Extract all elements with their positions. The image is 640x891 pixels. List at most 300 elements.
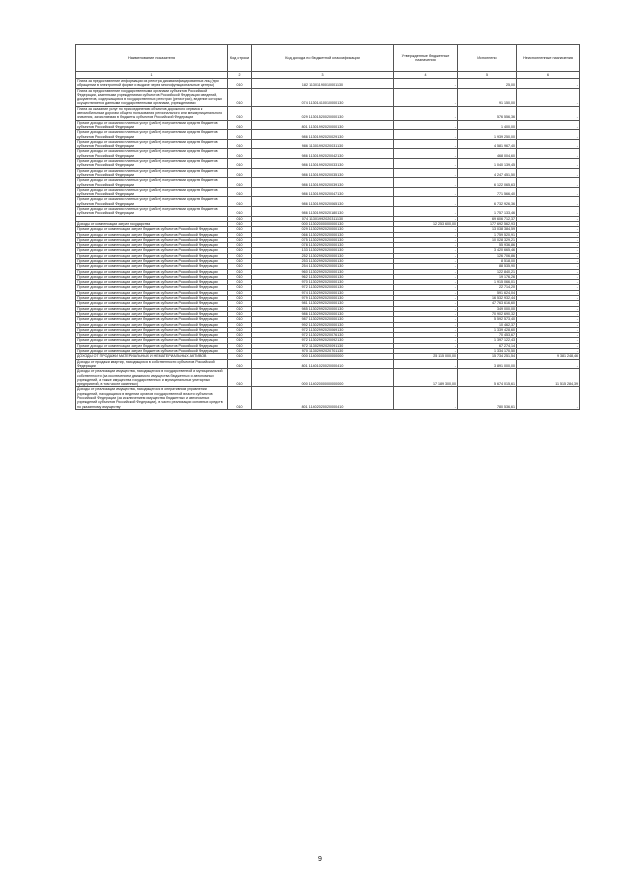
cell-executed: 19 176,26: [458, 274, 517, 279]
cell-approved: -: [394, 317, 458, 322]
cell-approved: -: [394, 232, 458, 237]
cell-executed: 22 714,20: [458, 285, 517, 290]
header-approved: Утвержденные бюджетные назначения: [394, 45, 458, 72]
cell-unexecuted: -: [517, 88, 580, 106]
cell-budget-code: 962 11302992020000130: [252, 274, 394, 279]
cell-unexecuted: -: [517, 274, 580, 279]
cell-approved: -: [394, 120, 458, 130]
cell-row-code: 010: [228, 79, 252, 89]
cell-budget-code: 182 11301190010001130: [252, 79, 394, 89]
cell-row-code: 010: [228, 285, 252, 290]
cell-approved: 25 115 000,00: [394, 354, 458, 359]
table-row: [76, 88, 580, 106]
cell-approved: -: [394, 306, 458, 311]
cell-row-code: 010: [228, 258, 252, 263]
cell-row-code: 010: [228, 232, 252, 237]
cell-executed: 122 840,21: [458, 269, 517, 274]
cell-indicator-name: Прочие доходы от компенсации затрат бюджетов субъектов Российской Федерации: [76, 285, 228, 290]
cell-unexecuted: -: [517, 285, 580, 290]
cell-unexecuted: -: [517, 248, 580, 253]
table-row: [76, 258, 580, 263]
column-number: 5: [458, 72, 517, 79]
cell-executed: 771 566,40: [458, 187, 517, 197]
cell-indicator-name: Прочие доходы от компенсации затрат бюджетов субъектов Российской Федерации: [76, 248, 228, 253]
cell-executed: 8 518,00: [458, 258, 517, 263]
cell-approved: -: [394, 237, 458, 242]
cell-unexecuted: -: [517, 178, 580, 188]
cell-row-code: 010: [228, 317, 252, 322]
cell-budget-code: 974 11302992020000130: [252, 290, 394, 295]
cell-approved: -: [394, 227, 458, 232]
header-budget-code: Код дохода по бюджетной классификации: [252, 45, 394, 72]
cell-executed: 47 763 616,60: [458, 301, 517, 306]
cell-approved: -: [394, 349, 458, 354]
cell-executed: 591 624,04: [458, 290, 517, 295]
cell-indicator-name: Прочие доходы от компенсации затрат бюджетов субъектов Российской Федерации: [76, 296, 228, 301]
cell-row-code: 010: [228, 139, 252, 149]
table-row: [76, 280, 580, 285]
cell-executed: 6 732 926,36: [458, 197, 517, 207]
cell-row-code: 010: [228, 338, 252, 343]
cell-unexecuted: -: [517, 139, 580, 149]
table-row: [76, 317, 580, 322]
cell-indicator-name: Прочие доходы от компенсации затрат бюджетов субъектов Российской Федерации: [76, 306, 228, 311]
cell-row-code: 010: [228, 187, 252, 197]
cell-row-code: 010: [228, 269, 252, 274]
cell-approved: -: [394, 248, 458, 253]
cell-executed: 576 556,36: [458, 106, 517, 120]
column-number: 6: [517, 72, 580, 79]
cell-row-code: 010: [228, 178, 252, 188]
cell-indicator-name: Прочие доходы от оказания платных услуг (работ) получателями средств бюджетов субъектов Российской Федерации: [76, 120, 228, 130]
table-row: [76, 79, 580, 89]
cell-row-code: 010: [228, 253, 252, 258]
cell-indicator-name: Прочие доходы от компенсации затрат бюджетов субъектов Российской Федерации: [76, 264, 228, 269]
revenue-table: [75, 44, 580, 410]
cell-budget-code: 985 11302992020000130: [252, 306, 394, 311]
cell-approved: -: [394, 290, 458, 295]
table-row: [76, 130, 580, 140]
table-row: [76, 387, 580, 409]
cell-indicator-name: Прочие доходы от оказания платных услуг (работ) получателями средств бюджетов субъектов Российской Федерации: [76, 187, 228, 197]
cell-row-code: 010: [228, 359, 252, 369]
table-row: [76, 301, 580, 306]
cell-row-code: 010: [228, 264, 252, 269]
cell-executed: 1 757 133,46: [458, 207, 517, 217]
cell-executed: 3 891 000,00: [458, 359, 517, 369]
cell-budget-code: 253 11302992020000130: [252, 258, 394, 263]
cell-indicator-name: Прочие доходы от компенсации затрат бюджетов субъектов Российской Федерации: [76, 322, 228, 327]
table-row: [76, 296, 580, 301]
cell-approved: -: [394, 79, 458, 89]
table-row: [76, 274, 580, 279]
cell-budget-code: 972 11302992020091130: [252, 343, 394, 348]
cell-executed: 1 400,00: [458, 120, 517, 130]
cell-indicator-name: Прочие доходы от компенсации затрат бюджетов субъектов Российской Федерации: [76, 349, 228, 354]
cell-indicator-name: Прочие доходы от компенсации затрат бюджетов субъектов Российской Федерации: [76, 274, 228, 279]
cell-unexecuted: -: [517, 197, 580, 207]
cell-row-code: 010: [228, 159, 252, 169]
table-row: [76, 237, 580, 242]
cell-executed: 1 759 520,91: [458, 232, 517, 237]
cell-indicator-name: Прочие доходы от оказания платных услуг (работ) получателями средств бюджетов субъектов Российской Федерации: [76, 168, 228, 178]
cell-executed: 10 462,37: [458, 322, 517, 327]
table-row: [76, 311, 580, 316]
cell-approved: -: [394, 207, 458, 217]
column-number: 4: [394, 72, 458, 79]
cell-indicator-name: Прочие доходы от компенсации затрат бюджетов субъектов Российской Федерации: [76, 227, 228, 232]
cell-row-code: 010: [228, 227, 252, 232]
cell-budget-code: 979 11302992020000130: [252, 296, 394, 301]
cell-row-code: 010: [228, 290, 252, 295]
cell-indicator-name: Прочие доходы от компенсации затрат бюджетов субъектов Российской Федерации: [76, 343, 228, 348]
header-unexecuted: Неисполненные назначения: [517, 45, 580, 72]
cell-unexecuted: -: [517, 232, 580, 237]
cell-unexecuted: -: [517, 387, 580, 409]
cell-executed: 16 532 932,44: [458, 296, 517, 301]
cell-indicator-name: Доходы от реализации имущества, находящегося в оперативном управлении учреждений, находящихся в ведении органов государственной власти субъектов Российской Федерации (за исключением имущества бюджетных и автономных учреждений субъектов Российской Федерации), в части реализации основных средств по указанному имуществу: [76, 387, 228, 409]
cell-indicator-name: Прочие доходы от компенсации затрат бюджетов субъектов Российской Федерации: [76, 317, 228, 322]
cell-unexecuted: -: [517, 301, 580, 306]
table-row: [76, 322, 580, 327]
cell-approved: -: [394, 343, 458, 348]
header-name: Наименование показателя: [76, 45, 228, 72]
table-row: [76, 333, 580, 338]
cell-approved: -: [394, 187, 458, 197]
cell-indicator-name: Прочие доходы от компенсации затрат бюджетов субъектов Российской Федерации: [76, 280, 228, 285]
cell-indicator-name: Доходы от продажи квартир, находящихся в собственности субъектов Российской Федерации: [76, 359, 228, 369]
cell-row-code: 010: [228, 301, 252, 306]
cell-approved: -: [394, 274, 458, 279]
cell-approved: -: [394, 301, 458, 306]
cell-approved: -: [394, 130, 458, 140]
cell-row-code: 010: [228, 280, 252, 285]
cell-row-code: 010: [228, 237, 252, 242]
table-row: [76, 264, 580, 269]
cell-budget-code: 986 11301992020033130: [252, 159, 394, 169]
cell-executed: 55 936,86: [458, 243, 517, 248]
cell-approved: -: [394, 296, 458, 301]
cell-unexecuted: -: [517, 243, 580, 248]
cell-unexecuted: -: [517, 207, 580, 217]
table-row: [76, 139, 580, 149]
cell-budget-code: 981 11302992020000130: [252, 301, 394, 306]
cell-indicator-name: Прочие доходы от оказания платных услуг (работ) получателями средств бюджетов субъектов Российской Федерации: [76, 159, 228, 169]
table-row: [76, 369, 580, 387]
table-row: [76, 349, 580, 354]
cell-budget-code: 960 11302992020000130: [252, 269, 394, 274]
cell-indicator-name: Прочие доходы от компенсации затрат бюджетов субъектов Российской Федерации: [76, 333, 228, 338]
cell-budget-code: 970 11302992020000130: [252, 280, 394, 285]
cell-approved: -: [394, 168, 458, 178]
cell-budget-code: 801 11402020020000410: [252, 387, 394, 409]
cell-executed: 25,00: [458, 79, 517, 89]
cell-approved: -: [394, 387, 458, 409]
cell-indicator-name: ДОХОДЫ ОТ ПРОДАЖИ МАТЕРИАЛЬНЫХ И НЕМАТЕРИАЛЬНЫХ АКТИВОВ: [76, 354, 228, 359]
cell-row-code: 010: [228, 88, 252, 106]
cell-executed: 15 734 251,54: [458, 354, 517, 359]
cell-budget-code: 801 11301992020000130: [252, 120, 394, 130]
column-number: 1: [76, 72, 228, 79]
table-row: [76, 120, 580, 130]
cell-executed: 4 581 967,40: [458, 139, 517, 149]
column-number: 2: [228, 72, 252, 79]
cell-budget-code: 986 11302992020000130: [252, 311, 394, 316]
cell-approved: -: [394, 285, 458, 290]
cell-indicator-name: Доходы от реализации имущества, находящегося в государственной и муниципальной собственности (за исключением движимого имущества бюджетных и автономных учреждений, а также имущества государственных и муниципальных унитарных предприятий, в том числе казенных): [76, 369, 228, 387]
cell-budget-code: 075 11302992020000130: [252, 237, 394, 242]
cell-unexecuted: -: [517, 317, 580, 322]
cell-executed: 69 606 712,37: [458, 216, 517, 221]
cell-approved: -: [394, 139, 458, 149]
cell-budget-code: 074 11301992020311130: [252, 216, 394, 221]
cell-unexecuted: -: [517, 253, 580, 258]
cell-unexecuted: -: [517, 168, 580, 178]
column-number: 3: [252, 72, 394, 79]
cell-budget-code: 986 11301992020035130: [252, 168, 394, 178]
cell-executed: 13 038 384,59: [458, 227, 517, 232]
cell-indicator-name: Прочие доходы от оказания платных услуг (работ) получателями средств бюджетов субъектов Российской Федерации: [76, 207, 228, 217]
cell-unexecuted: -: [517, 106, 580, 120]
cell-unexecuted: -: [517, 258, 580, 263]
table-row: [76, 178, 580, 188]
cell-row-code: 010: [228, 369, 252, 387]
cell-row-code: 010: [228, 216, 252, 221]
cell-unexecuted: -: [517, 221, 580, 226]
cell-unexecuted: -: [517, 227, 580, 232]
cell-row-code: 010: [228, 106, 252, 120]
cell-row-code: 010: [228, 120, 252, 130]
cell-budget-code: 074 11301410010000130: [252, 88, 394, 106]
cell-row-code: 010: [228, 243, 252, 248]
cell-budget-code: 986 11301992020042130: [252, 149, 394, 159]
table-row: [76, 197, 580, 207]
cell-row-code: 010: [228, 354, 252, 359]
cell-approved: -: [394, 243, 458, 248]
cell-indicator-name: Прочие доходы от оказания платных услуг (работ) получателями средств бюджетов субъектов Российской Федерации: [76, 139, 228, 149]
cell-indicator-name: Прочие доходы от оказания платных услуг (работ) получателями средств бюджетов субъектов Российской Федерации: [76, 197, 228, 207]
cell-executed: 70 453,67: [458, 333, 517, 338]
cell-indicator-name: Прочие доходы от оказания платных услуг (работ) получателями средств бюджетов субъектов Российской Федерации: [76, 149, 228, 159]
cell-budget-code: 801 11401020020000410: [252, 359, 394, 369]
cell-approved: -: [394, 88, 458, 106]
table-row: [76, 227, 580, 232]
cell-indicator-name: Прочие доходы от компенсации затрат бюджетов субъектов Российской Федерации: [76, 253, 228, 258]
cell-unexecuted: -: [517, 130, 580, 140]
cell-executed: 91 150,00: [458, 88, 517, 106]
header-executed: Исполнено: [458, 45, 517, 72]
cell-unexecuted: -: [517, 290, 580, 295]
cell-executed: 1 334 170,50: [458, 349, 517, 354]
cell-indicator-name: Прочие доходы от компенсации затрат бюджетов субъектов Российской Федерации: [76, 338, 228, 343]
cell-indicator-name: Прочие доходы от оказания платных услуг (работ) получателями средств бюджетов субъектов Российской Федерации: [76, 178, 228, 188]
cell-executed: 349 000,00: [458, 306, 517, 311]
cell-row-code: 010: [228, 296, 252, 301]
cell-budget-code: 986 11301992020180130: [252, 207, 394, 217]
cell-budget-code: 133 11302992020000130: [252, 248, 394, 253]
table-row: [76, 232, 580, 237]
cell-executed: 780 536,61: [458, 387, 517, 409]
table-row: [76, 168, 580, 178]
cell-executed: 10 028 329,21: [458, 237, 517, 242]
cell-indicator-name: Прочие доходы от компенсации затрат бюджетов субъектов Российской Федерации: [76, 311, 228, 316]
cell-executed: 1 040 139,45: [458, 159, 517, 169]
cell-executed: 177 692 562,93: [458, 221, 517, 226]
cell-budget-code: 972 11302992020076130: [252, 333, 394, 338]
cell-unexecuted: -: [517, 322, 580, 327]
cell-row-code: 010: [228, 322, 252, 327]
cell-indicator-name: Прочие доходы от компенсации затрат бюджетов субъектов Российской Федерации: [76, 232, 228, 237]
cell-budget-code: 972 11302992020069130: [252, 327, 394, 332]
cell-unexecuted: -: [517, 333, 580, 338]
table-row: [76, 253, 580, 258]
cell-indicator-name: Плата за предоставление государственными органами субъектов Российской Федерации, казенными учреждениями субъектов Российской Федерации сведений, документов, содержащихся в государственных реестрах (регистрах), ведение которых осуществляется данными государственными органами, учреждениями: [76, 88, 228, 106]
cell-executed: 468 004,60: [458, 149, 517, 159]
cell-unexecuted: -: [517, 280, 580, 285]
cell-unexecuted: -: [517, 306, 580, 311]
cell-indicator-name: Плата за оказание услуг по присоединению объектов дорожного сервиса к автомобильным дорогам общего пользования регионального или межмуниципального значения, зачисляемая в бюджеты субъектов Российской Федерации: [76, 106, 228, 120]
table-row: [76, 106, 580, 120]
cell-unexecuted: -: [517, 311, 580, 316]
cell-executed: 1 397 122,43: [458, 338, 517, 343]
cell-approved: -: [394, 280, 458, 285]
table-row: [76, 359, 580, 369]
table-row: [76, 338, 580, 343]
cell-indicator-name: Прочие доходы от компенсации затрат бюджетов субъектов Российской Федерации: [76, 327, 228, 332]
cell-indicator-name: Плата за предоставление информации из реестра дисквалифицированных лиц (при обращении в электронной форме и выдаче через многофункциональные центры): [76, 79, 228, 89]
cell-approved: -: [394, 338, 458, 343]
cell-approved: -: [394, 106, 458, 120]
cell-approved: -: [394, 264, 458, 269]
cell-unexecuted: -: [517, 338, 580, 343]
cell-row-code: 010: [228, 149, 252, 159]
cell-row-code: 010: [228, 327, 252, 332]
cell-row-code: 010: [228, 311, 252, 316]
cell-executed: 3 420 665,46: [458, 248, 517, 253]
cell-budget-code: 000 11302000000000130: [252, 221, 394, 226]
cell-budget-code: 986 11301992020031130: [252, 139, 394, 149]
cell-row-code: 010: [228, 168, 252, 178]
cell-executed: 1 939 250,00: [458, 130, 517, 140]
cell-unexecuted: -: [517, 237, 580, 242]
cell-unexecuted: -: [517, 159, 580, 169]
cell-unexecuted: -: [517, 359, 580, 369]
cell-executed: 126 706,86: [458, 253, 517, 258]
cell-approved: -: [394, 149, 458, 159]
cell-indicator-name: Прочие доходы от компенсации затрат бюджетов субъектов Российской Федерации: [76, 301, 228, 306]
cell-row-code: 010: [228, 387, 252, 409]
cell-executed: 4 247 451,50: [458, 168, 517, 178]
table-row: [76, 354, 580, 359]
cell-indicator-name: Прочие доходы от компенсации затрат бюджетов субъектов Российской Федерации: [76, 290, 228, 295]
cell-unexecuted: -: [517, 149, 580, 159]
table-row: [76, 306, 580, 311]
cell-approved: 17 189 300,00: [394, 369, 458, 387]
cell-approved: -: [394, 269, 458, 274]
cell-executed: 88 535,90: [458, 264, 517, 269]
cell-unexecuted: -: [517, 120, 580, 130]
cell-approved: -: [394, 253, 458, 258]
cell-approved: -: [394, 322, 458, 327]
cell-budget-code: 986 11301992020065130: [252, 197, 394, 207]
table-row: [76, 285, 580, 290]
cell-approved: -: [394, 333, 458, 338]
cell-budget-code: 972 11302992020092130: [252, 338, 394, 343]
cell-indicator-name: Прочие доходы от компенсации затрат бюджетов субъектов Российской Федерации: [76, 269, 228, 274]
cell-budget-code: 992 11302992020000130: [252, 322, 394, 327]
cell-row-code: 010: [228, 306, 252, 311]
cell-row-code: 010: [228, 221, 252, 226]
cell-unexecuted: -: [517, 296, 580, 301]
cell-budget-code: 000 11402000000000000: [252, 369, 394, 387]
cell-budget-code: 252 11302992020000130: [252, 253, 394, 258]
table-header-row: [76, 45, 580, 72]
table-row: [76, 149, 580, 159]
cell-unexecuted: -: [517, 187, 580, 197]
cell-unexecuted: -: [517, 216, 580, 221]
table-row: [76, 243, 580, 248]
cell-row-code: 010: [228, 248, 252, 253]
cell-indicator-name: Прочие доходы от компенсации затрат бюджетов субъектов Российской Федерации: [76, 243, 228, 248]
cell-executed: 5 592 573,40: [458, 317, 517, 322]
table-row: [76, 248, 580, 253]
cell-row-code: 010: [228, 207, 252, 217]
table-row: [76, 159, 580, 169]
cell-budget-code: 000 11400000000000000: [252, 354, 394, 359]
cell-approved: -: [394, 178, 458, 188]
cell-unexecuted: -: [517, 264, 580, 269]
table-row: [76, 290, 580, 295]
header-row-code: Код строки: [228, 45, 252, 72]
cell-budget-code: 254 11302992020000130: [252, 264, 394, 269]
table-body: [76, 79, 580, 410]
cell-row-code: 010: [228, 130, 252, 140]
table-row: [76, 207, 580, 217]
cell-approved: 12 253 600,00: [394, 221, 458, 226]
cell-budget-code: 972 11302992020000130: [252, 285, 394, 290]
table-row: [76, 187, 580, 197]
cell-budget-code: 078 11302992020000130: [252, 243, 394, 248]
cell-executed: 70 902 690,32: [458, 311, 517, 316]
cell-budget-code: 986 11301992020039130: [252, 178, 394, 188]
cell-executed: 6 122 065,63: [458, 178, 517, 188]
cell-approved: -: [394, 311, 458, 316]
cell-budget-code: 987 11302992020000130: [252, 317, 394, 322]
table-row: [76, 269, 580, 274]
cell-budget-code: 970 11302992020701130: [252, 349, 394, 354]
cell-unexecuted: 9 381 248,46: [517, 354, 580, 359]
cell-unexecuted: -: [517, 269, 580, 274]
cell-indicator-name: Доходы от компенсации затрат государства: [76, 221, 228, 226]
cell-row-code: 010: [228, 349, 252, 354]
cell-budget-code: 029 11301520020000130: [252, 106, 394, 120]
cell-row-code: 010: [228, 274, 252, 279]
cell-row-code: 010: [228, 197, 252, 207]
cell-budget-code: 029 11302992020000130: [252, 227, 394, 232]
cell-budget-code: 066 11302992020000130: [252, 232, 394, 237]
cell-approved: -: [394, 327, 458, 332]
cell-executed: 1 339 428,60: [458, 327, 517, 332]
cell-row-code: 010: [228, 333, 252, 338]
cell-approved: -: [394, 159, 458, 169]
column-number-row: [76, 72, 580, 79]
cell-unexecuted: -: [517, 79, 580, 89]
cell-approved: -: [394, 258, 458, 263]
table-row: [76, 343, 580, 348]
cell-executed: 67 274,14: [458, 343, 517, 348]
cell-approved: -: [394, 197, 458, 207]
cell-indicator-name: Прочие доходы от компенсации затрат бюджетов субъектов Российской Федерации: [76, 258, 228, 263]
